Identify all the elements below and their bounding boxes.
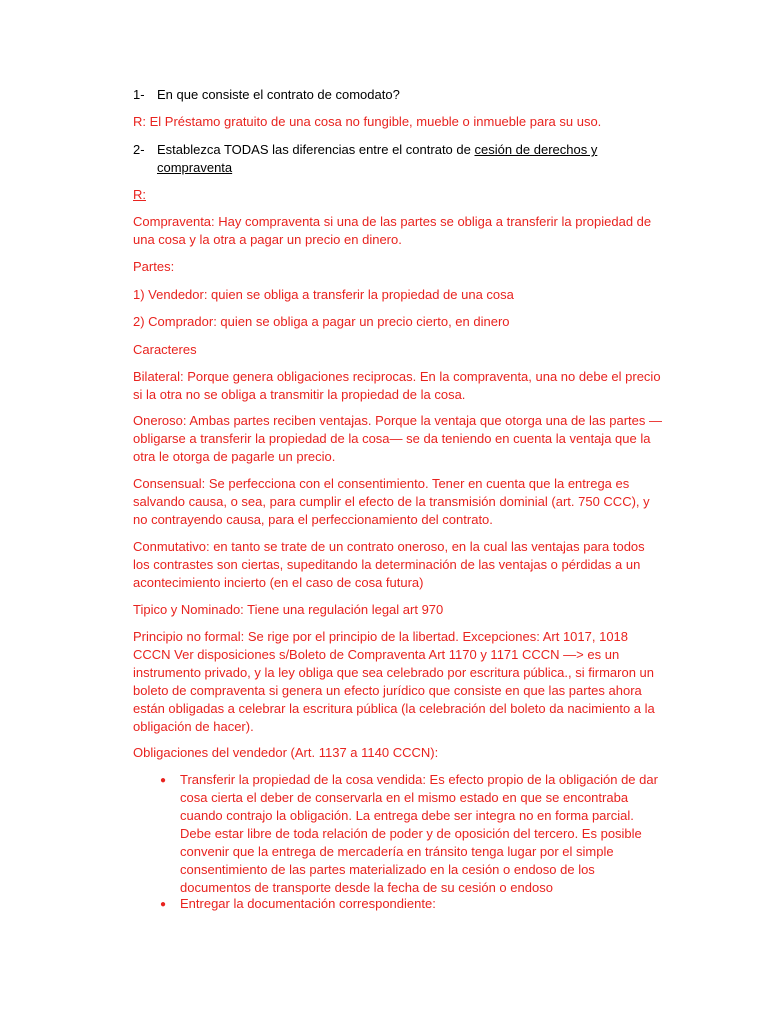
question-1-text: En que consiste el contrato de comodato?: [157, 87, 400, 102]
obligacion-item-1: Transferir la propiedad de la cosa vendida: Es efecto propio de la obligación de dar cosa cierta el deber de conservarla en el mismo estado en que se encontraba cuando contrajo la obligación. La entrega debe ser integra no en forma parcial. Debe estar libre de toda relación de poder y de oposición del tercero. Es posible convenir que la entrega de mercadería en tránsito tenga lugar por el simple consentimiento de las partes materializado en la cesión o endoso de los documentos de transporte desde la fecha de su cesión o endoso: [180, 772, 658, 895]
caracter-consensual: Consensual: Se perfecciona con el consentimiento. Tener en cuenta que la entrega es salvando causa, o sea, para cumplir el efecto de la transmisión dominial (art. 750 CCC), y no contrayendo causa, para el perfeccionamiento del contrato.: [133, 476, 650, 527]
obligacion-item-2: Entregar la documentación correspondiente:: [180, 896, 436, 911]
question-2-text: [157, 141, 657, 177]
question-2-lead: Establezca TODAS las diferencias entre el contrato de: [157, 142, 475, 157]
question-2-underlined-a: cesión de derechos y: [474, 142, 598, 157]
question-1-number: 1-: [133, 87, 145, 102]
partes-vendedor: 1) Vendedor: quien se obliga a transferir la propiedad de una cosa: [133, 287, 514, 302]
partes-heading: Partes:: [133, 259, 175, 274]
caracter-conmutativo: Conmutativo: en tanto se trate de un contrato oneroso, en la cual las ventajas para todos los contrastes son ciertas, supeditando la determinación de las ventajas o pérdidas a un acontecimiento incierto (en el caso de cosa futura): [133, 539, 645, 590]
caracter-principio-no-formal: Principio no formal: Se rige por el principio de la libertad. Excepciones: Art 1017, 1018 CCCN Ver disposiciones s/Boleto de Compraventa Art 1170 y 1171 CCCN —> es un instrumento privado, y la ley obliga que sea celebrado por escritura pública., si firmaron un boleto de compraventa si genera un efecto jurídico que consiste en que las partes ahora están obligadas a celebrar la escritura pública (la celebración del boleto da nacimiento a la obligación de hacer).: [133, 629, 655, 734]
question-2-number: 2-: [133, 142, 145, 157]
caracter-tipico: Tipico y Nominado: Tiene una regulación legal art 970: [133, 602, 444, 617]
bullet-icon: ●: [160, 775, 167, 786]
bullet-icon: ●: [160, 899, 167, 910]
answer-1-text: R: El Préstamo gratuito de una cosa no fungible, mueble o inmueble para su uso.: [133, 114, 602, 129]
obligaciones-vendedor-heading: Obligaciones del vendedor (Art. 1137 a 1140 CCCN):: [133, 745, 439, 760]
answer-2-label: R:: [133, 187, 146, 202]
answer-1: [133, 113, 663, 131]
caracter-oneroso: Oneroso: Ambas partes reciben ventajas. Porque la ventaja que otorga una de las partes — obligarse a transferir la propiedad de la cosa— se da teniendo en cuenta la ventaja que la otra le otorga de pagarle un precio.: [133, 413, 662, 464]
question-2-underlined-b: compraventa: [157, 160, 233, 175]
compraventa-definition: Compraventa: Hay compraventa si una de las partes se obliga a transferir la propiedad de una cosa y la otra a pagar un precio en dinero.: [133, 214, 652, 247]
partes-comprador: 2) Comprador: quien se obliga a pagar un precio cierto, en dinero: [133, 314, 510, 329]
caracter-bilateral: Bilateral: Porque genera obligaciones reciprocas. En la compraventa, una no debe el precio si la otra no se obliga a transmitir la propiedad de la cosa.: [133, 369, 661, 402]
caracteres-heading: Caracteres: [133, 342, 197, 357]
